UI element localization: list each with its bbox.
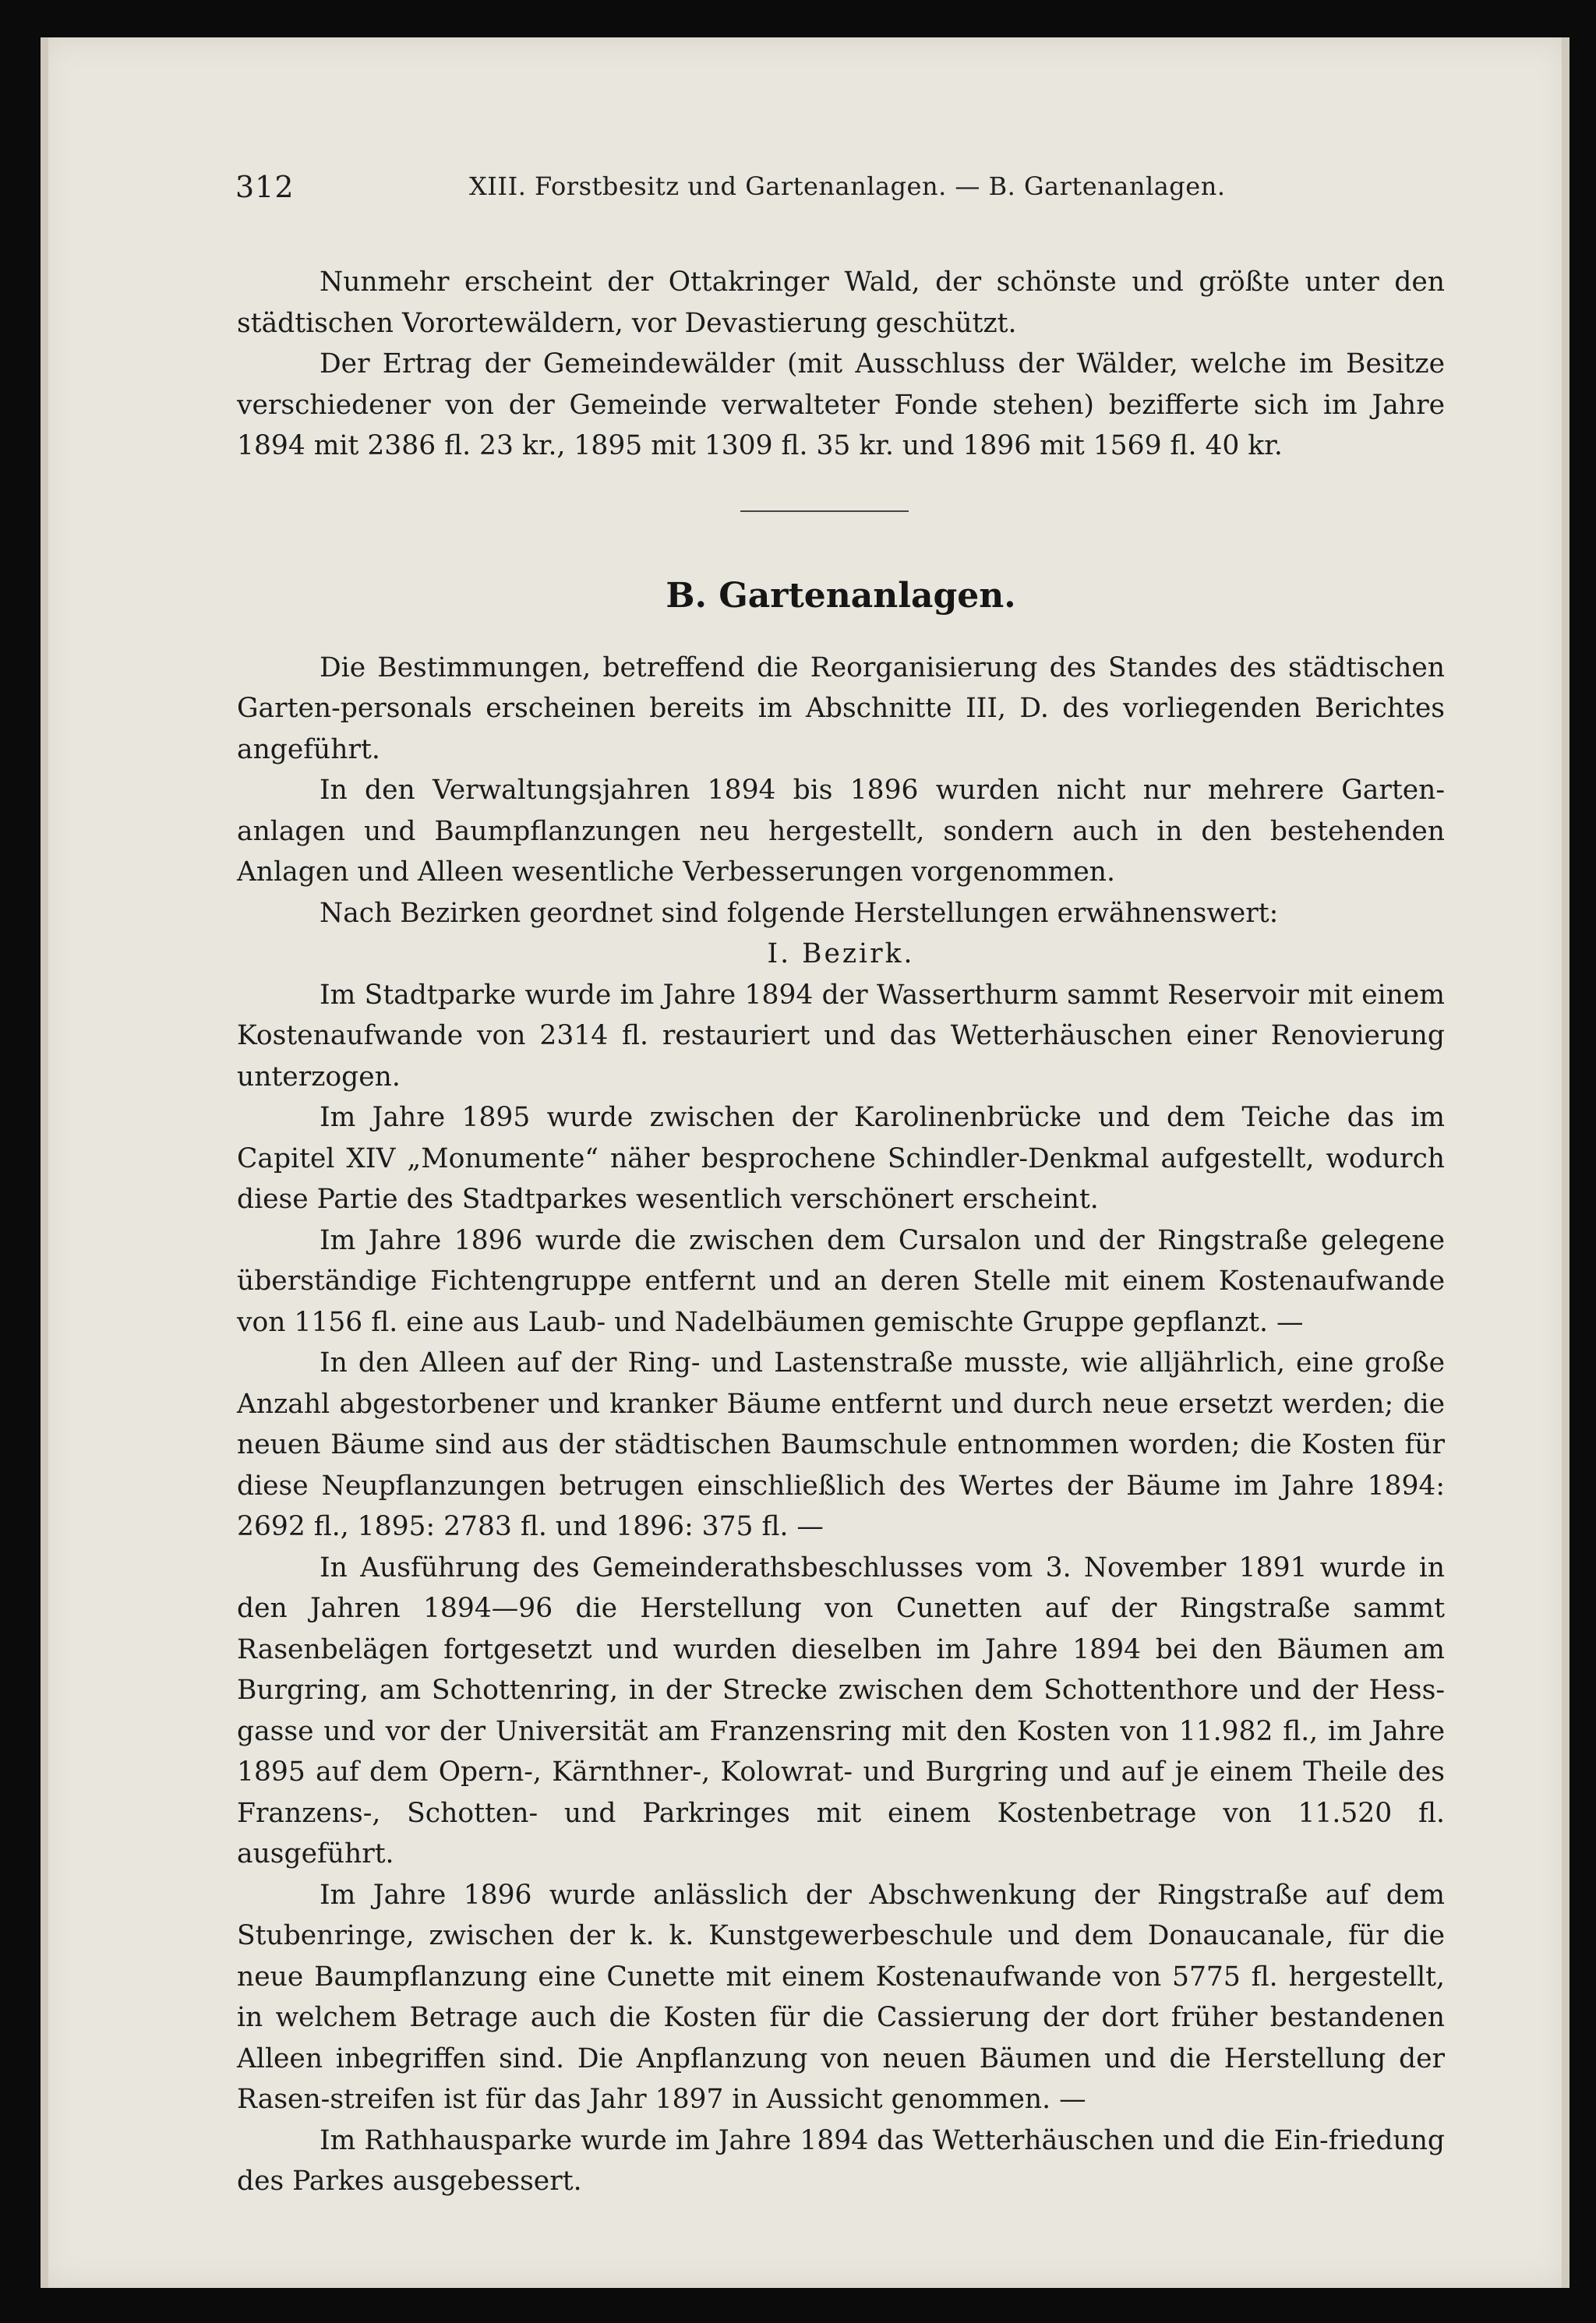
paragraph-ertrag-gemeindewaelder: Der Ertrag der Gemeindewälder (mit Ausschluss der Wälder, welche im Besitze verschiedener von der Gemeinde verwalteter Fonde stehen) bezifferte sich im Jahre 1894 mit 2386 fl. 23 kr., 1895 mit 1309 fl. 35 kr. und 1896 mit 1569 fl. 40 kr. (237, 348, 1445, 461)
paragraph-rathhauspark: Im Rathhausparke wurde im Jahre 1894 das Wetterhäuschen und die Ein-friedung des Parkes ausgebessert. (237, 2124, 1445, 2197)
paragraph-bestimmungen: Die Bestimmungen, betreffend die Reorganisierung des Standes des städtischen Garten-personals erscheinen bereits im Abschnitte III, D. des vorliegenden Berichtes angeführt. (237, 651, 1445, 765)
paragraph-verwaltungsjahre: In den Verwaltungsjahren 1894 bis 1896 wurden nicht nur mehrere Garten-anlagen und Baumpflanzungen neu hergestellt, sondern auch in den bestehenden Anlagen und Alleen wesentliche Verbesserungen vorgenommen. (237, 775, 1445, 888)
page-right-edge (1562, 37, 1570, 2288)
district-heading: I. Bezirk. (767, 938, 915, 969)
section-divider (740, 510, 909, 512)
section-divider-area (237, 467, 1445, 584)
section-heading: B. Gartenanlagen. (666, 575, 1016, 616)
paragraph-stadtpark-1894: Im Stadtparke wurde im Jahre 1894 der Wasserthurm sammt Reservoir mit einem Kostenaufwande von 2314 fl. restauriert und das Wetterhäuschen einer Renovierung unterzogen. (237, 979, 1445, 1093)
running-title: XIII. Forstbesitz und Gartenanlagen. — B. Gartenanlagen. (469, 171, 1226, 201)
paragraph-stubenring: Im Jahre 1896 wurde anlässlich der Abschwenkung der Ringstraße auf dem Stubenringe, zwischen der k. k. Kunstgewerbeschule und dem Donaucanale, für die neue Baumpflanzung eine Cunette mit einem Kostenaufwande von 5775 fl. hergestellt, in welchem Betrage auch die Kosten für die Cassierung der dort früher bestandenen Alleen inbegriffen sind. Die Anpflanzung von neuen Bäumen und die Herstellung der Rasen-streifen ist für das Jahr 1897 in Aussicht genommen. — (237, 1879, 1445, 2115)
running-head (235, 170, 1248, 209)
paragraph-stadtpark-1895: Im Jahre 1895 wurde zwischen der Karolinenbrücke und dem Teiche das im Capitel XIV „Monumente“ näher besprochene Schindler-Denkmal aufgestellt, wodurch diese Partie des Stadtparkes wesentlich verschönert erscheint. (237, 1102, 1445, 1215)
page-number: 312 (235, 170, 295, 204)
body-text (237, 262, 1445, 2202)
paragraph-stadtpark-1896: Im Jahre 1896 wurde die zwischen dem Cursalon und der Ringstraße gelegene überständige Fichtengruppe entfernt und an deren Stelle mit einem Kostenaufwande von 1156 fl. eine aus Laub- und Nadelbäumen gemischte Gruppe gepflanzt. — (237, 1224, 1445, 1338)
paragraph-cunetten: In Ausführung des Gemeinderathsbeschlusses vom 3. November 1891 wurde in den Jahren 1894—96 die Herstellung von Cunetten auf der Ringstraße sammt Rasenbelägen fortgesetzt und wurden dieselben im Jahre 1894 bei den Bäumen am Burgring, am Schottenring, in der Strecke zwischen dem Schottenthore und der Hess-gasse und vor der Universität am Franzensring mit den Kosten von 11.982 fl., im Jahre 1895 auf dem Opern-, Kärnthner-, Kolowrat- und Burgring und auf je einem Theile des Franzens-, Schotten- und Parkringes mit einem Kostenbetrage von 11.520 fl. ausgeführt. (237, 1552, 1445, 1869)
paragraph-ottakringer-wald: Nunmehr erscheint der Ottakringer Wald, der schönste und größte unter den städtischen Vorortewäldern, vor Devastierung geschützt. (237, 267, 1445, 339)
scanned-page (41, 37, 1570, 2288)
paragraph-nach-bezirken: Nach Bezirken geordnet sind folgende Herstellungen erwähnenswert: (320, 897, 1279, 929)
page-left-edge (41, 37, 48, 2288)
paragraph-alleen: In den Alleen auf der Ring- und Lastenstraße musste, wie alljährlich, eine große Anzahl abgestorbener und kranker Bäume entfernt und durch neue ersetzt werden; die neuen Bäume sind aus der städtischen Baumschule entnommen worden; die Kosten für diese Neupflanzungen betrugen einschließlich des Wertes der Bäume im Jahre 1894: 2692 fl., 1895: 2783 fl. und 1896: 375 fl. — (237, 1347, 1445, 1542)
